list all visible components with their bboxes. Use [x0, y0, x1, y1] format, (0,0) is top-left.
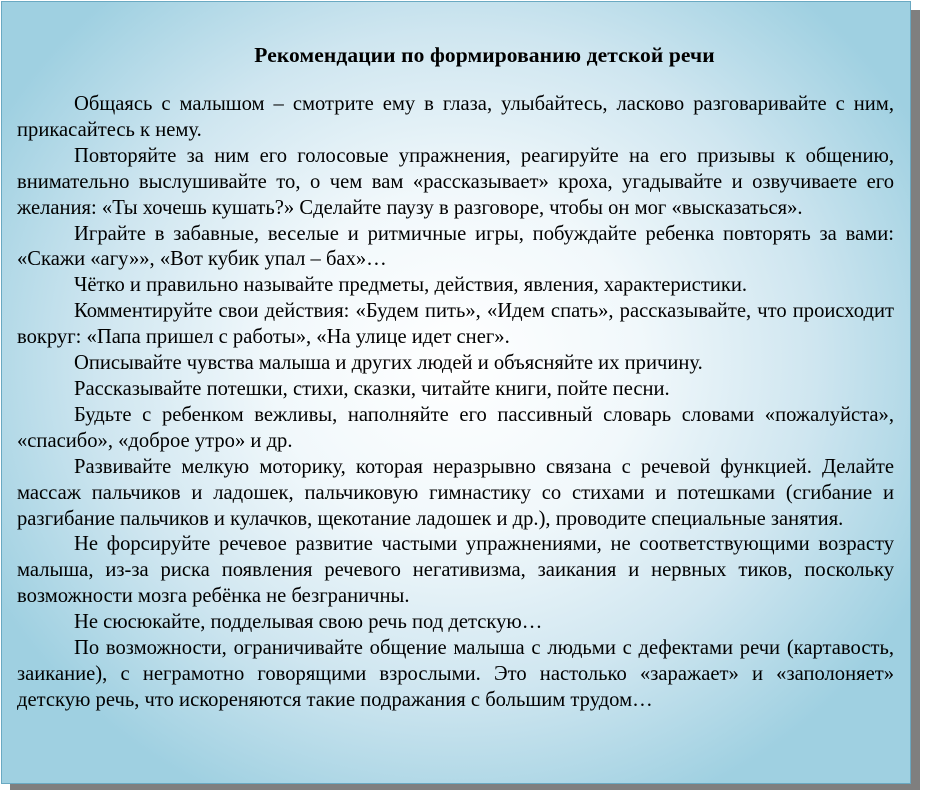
paragraph: Повторяйте за ним его голосовые упражнения, реагируйте на его призывы к общению, внимательно выслушивайте то, о чем вам «рассказывает» кроха, угадывайте и озвучиваете его желания: «Ты хочешь кушать?» Сделайте паузу в разговоре, чтобы он мог «высказаться».: [17, 144, 894, 219]
paragraph: Описывайте чувства малыша и других людей и объясняйте их причину.: [74, 352, 703, 375]
paragraph: Общаясь с малышом – смотрите ему в глаза, улыбайтесь, ласково разговаривайте с ним, прикасайтесь к нему.: [17, 93, 894, 141]
paragraph: Чётко и правильно называйте предметы, действия, явления, характеристики.: [74, 274, 748, 297]
recommendations-body: [17, 92, 894, 714]
paragraph: По возможности, ограничивайте общение малыша с людьми с дефектами речи (картавость, заикание), с неграмотно говорящими взрослыми. Это настолько «заражает» и «заполоняет» детскую речь, что искореняются такие подражания с большим трудом…: [17, 637, 894, 711]
paragraph: Рассказывайте потешки, стихи, сказки, читайте книги, пойте песни.: [74, 377, 670, 400]
document-title: Рекомендации по формированию детской речи: [254, 43, 715, 67]
paragraph: Не сюсюкайте, подделывая свою речь под детскую…: [74, 611, 543, 634]
paragraph: Развивайте мелкую моторику, которая неразрывно связана с речевой функцией. Делайте массаж пальчиков и ладошек, пальчиковую гимнастику со стихами и потешками (сгибание и разгибание пальчиков и кулачков, щекотание ладошек и др.), проводите специальные занятия.: [17, 455, 894, 530]
paragraph: Будьте с ребенком вежливы, наполняйте его пассивный словарь словами «пожалуйста», «спасибо», «доброе утро» и др.: [17, 403, 894, 452]
paragraph: Не форсируйте речевое развитие частыми упражнениями, не соответствующими возрасту малыша, из-за риска появления речевого негативизма, заикания и нервных тиков, поскольку возможности мозга ребёнка не безграничны.: [17, 533, 894, 608]
paragraph: Играйте в забавные, веселые и ритмичные игры, побуждайте ребенка повторять за вами: «Скажи «агу»», «Вот кубик упал – бах»…: [17, 222, 894, 271]
paragraph: Комментируйте свои действия: «Будем пить», «Идем спать», рассказывайте, что происходит вокруг: «Папа пришел с работы», «На улице идет снег».: [17, 300, 894, 349]
recommendations-card: [1, 1, 911, 784]
